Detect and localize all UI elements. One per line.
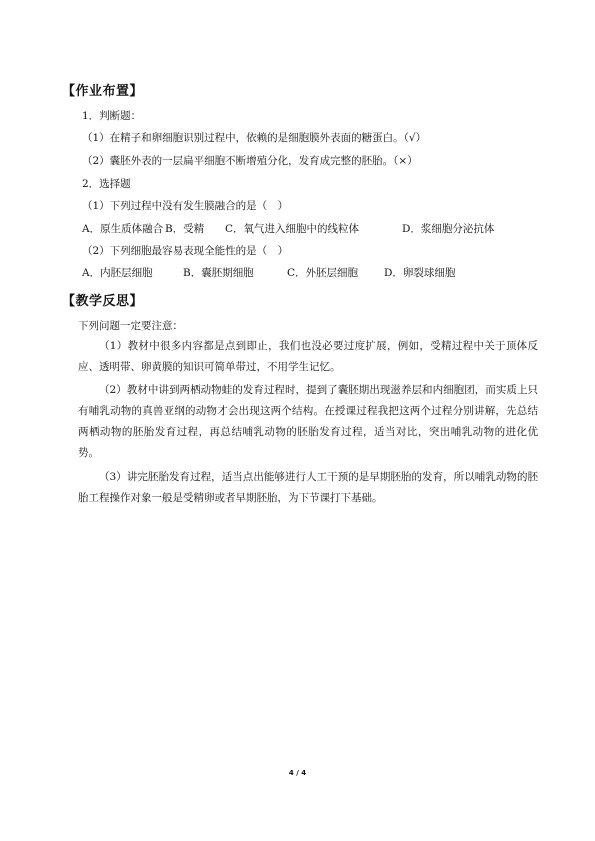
question-2-options [82,266,455,280]
choice-title: 2．选择题 [82,178,131,190]
judge-title: 1．判断题： [82,110,142,122]
reflection-paragraph-2: （2）教材中讲到两栖动物蛙的发育过程时，提到了囊胚期出现滋养层和内细胞团，而实质上只有哺乳动物的真兽亚纲的动物才会出现这两个结构。在授课过程我把这两个过程分别讲解，先总结两栖动物的胚胎发育过程，再总结哺乳动物的胚胎发育过程，适当对比，突出哺乳动物的进化优势。 [78,384,538,459]
reflection-heading: 【教学反思】 [62,294,144,309]
reflection-paragraph-1: （1）教材中很多内容都是点到即止，我们也没必要过度扩展，例如，受精过程中关于顶体反应、透明带、卵黄膜的知识可简单带过，不用学生记忆。 [78,340,538,373]
q1-option-c: C．氧气进入细胞中的线粒体 [225,223,360,235]
homework-heading: 【作业布置】 [62,84,144,99]
q1-option-d: D．浆细胞分泌抗体 [402,223,495,235]
question-2-stem: （2）下列细胞最容易表现全能性的是（ ） [82,245,289,257]
q2-option-c: C．外胚层细胞 [287,267,359,279]
page-number: 4 / 4 [288,769,307,777]
reflection-intro: 下列问题一定要注意： [78,320,183,332]
q2-option-d: D．卵裂球细胞 [384,267,456,279]
question-1-options [82,222,494,236]
q1-option-b: B．受精 [165,223,205,235]
q2-option-a: A．内胚层细胞 [82,267,153,279]
judge-item-1: （1）在精子和卵细胞识别过程中，依赖的是细胞膜外表面的糖蛋白。（√） [82,132,427,144]
q1-option-a: A．原生质体融合 [82,223,164,235]
reflection-paragraph-3: （3）讲完胚胎发育过程，适当点出能够进行人工干预的是早期胚胎的发育，所以哺乳动物的胚胎工程操作对象一般是受精卵或者早期胚胎，为下节课打下基础。 [78,471,538,504]
q2-option-b: B．囊胚期细胞 [183,267,254,279]
judge-item-2: （2）囊胚外表的一层扁平细胞不断增殖分化，发育成完整的胚胎。（×） [82,155,418,167]
question-1-stem: （1）下列过程中没有发生膜融合的是（ ） [82,200,289,212]
